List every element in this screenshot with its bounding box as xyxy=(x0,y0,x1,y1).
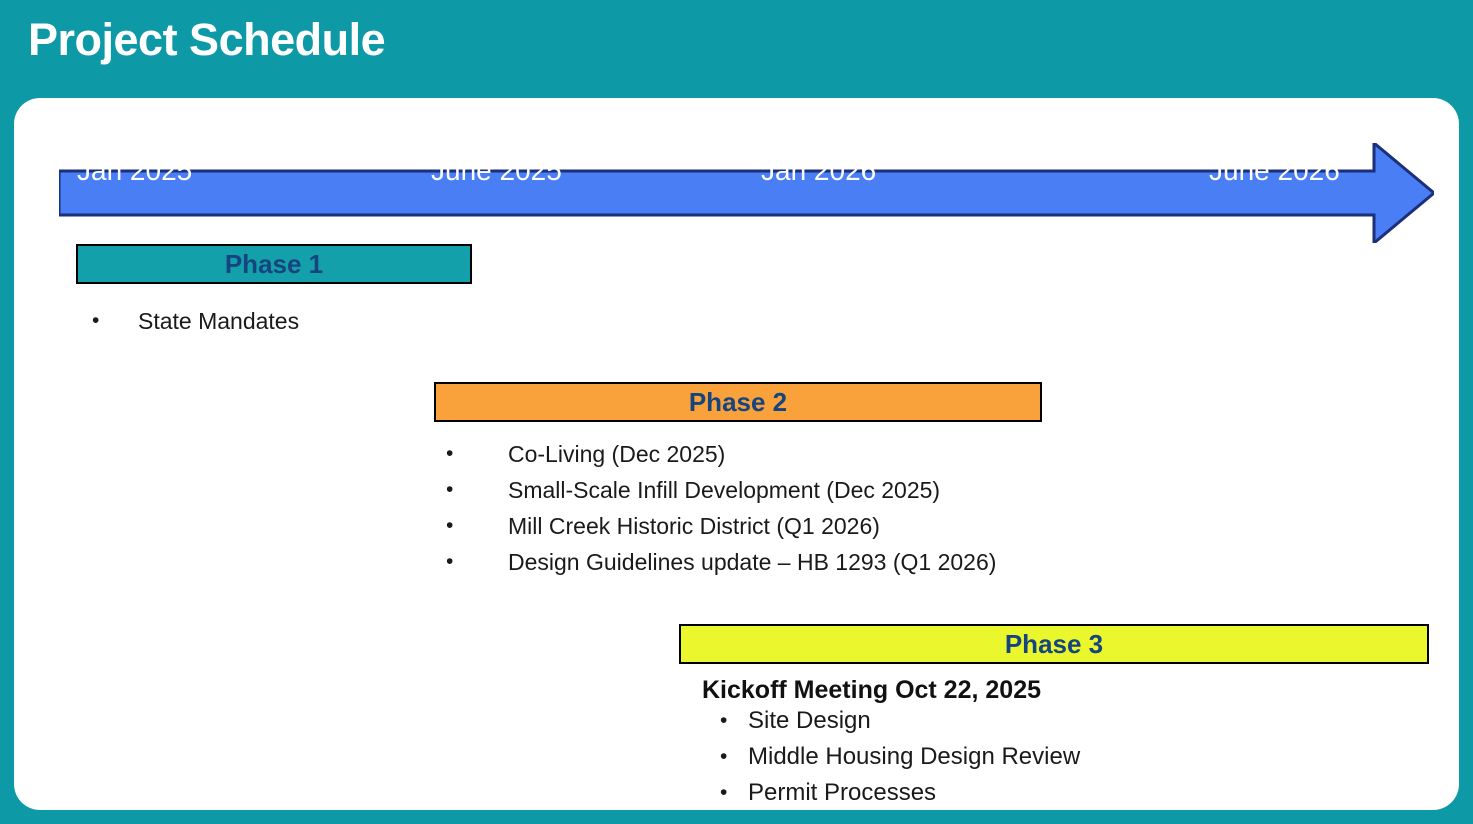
list-item xyxy=(446,511,996,541)
bullet-glyph: • xyxy=(720,709,728,732)
list-item xyxy=(446,547,996,577)
timeline-arrow xyxy=(59,143,1434,243)
phase-3-bar xyxy=(679,624,1429,664)
bullet-glyph: • xyxy=(720,745,728,768)
bullet-glyph: • xyxy=(446,478,454,501)
list-item-text: Middle Housing Design Review xyxy=(748,743,1081,770)
timeline-label-jan-2026: Jan 2026 xyxy=(761,155,877,186)
bullet-glyph: • xyxy=(446,442,454,465)
list-item xyxy=(720,742,1080,772)
list-item xyxy=(446,475,996,505)
list-item xyxy=(446,439,996,469)
phase-1-bullet-list xyxy=(92,306,299,336)
timeline-label-june-2025: June 2025 xyxy=(431,155,562,186)
list-item-text: Mill Creek Historic District (Q1 2026) xyxy=(508,513,880,539)
bullet-glyph: • xyxy=(720,781,728,804)
list-item-text: State Mandates xyxy=(138,308,300,334)
timeline-label-june-2026: June 2026 xyxy=(1209,155,1340,186)
list-item xyxy=(720,778,1080,808)
phase-1-label: Phase 1 xyxy=(224,248,324,279)
phase-2-bar xyxy=(434,382,1042,422)
phase-3-heading: Kickoff Meeting Oct 22, 2025 xyxy=(702,676,1042,704)
phase-3-bullet-list xyxy=(720,706,1080,814)
bullet-glyph: • xyxy=(446,514,454,537)
phase-3-label: Phase 3 xyxy=(1004,628,1104,659)
list-item-text: Small-Scale Infill Development (Dec 2025) xyxy=(508,477,941,503)
list-item xyxy=(720,706,1080,736)
bullet-glyph: • xyxy=(92,309,100,332)
content-card xyxy=(14,98,1459,810)
list-item-text: Co-Living (Dec 2025) xyxy=(508,441,726,467)
timeline-label-jan-2025: Jan 2025 xyxy=(77,155,193,186)
list-item-text: Site Design xyxy=(748,707,871,734)
phase-2-label: Phase 2 xyxy=(688,386,788,417)
list-item xyxy=(92,306,299,336)
phase-2-bullet-list xyxy=(446,439,996,583)
list-item-text: Permit Processes xyxy=(748,779,937,806)
phase-1-bar xyxy=(76,244,472,284)
page-title: Project Schedule xyxy=(28,14,386,65)
list-item-text: Design Guidelines update – HB 1293 (Q1 2026) xyxy=(508,549,997,575)
bullet-glyph: • xyxy=(446,550,454,573)
